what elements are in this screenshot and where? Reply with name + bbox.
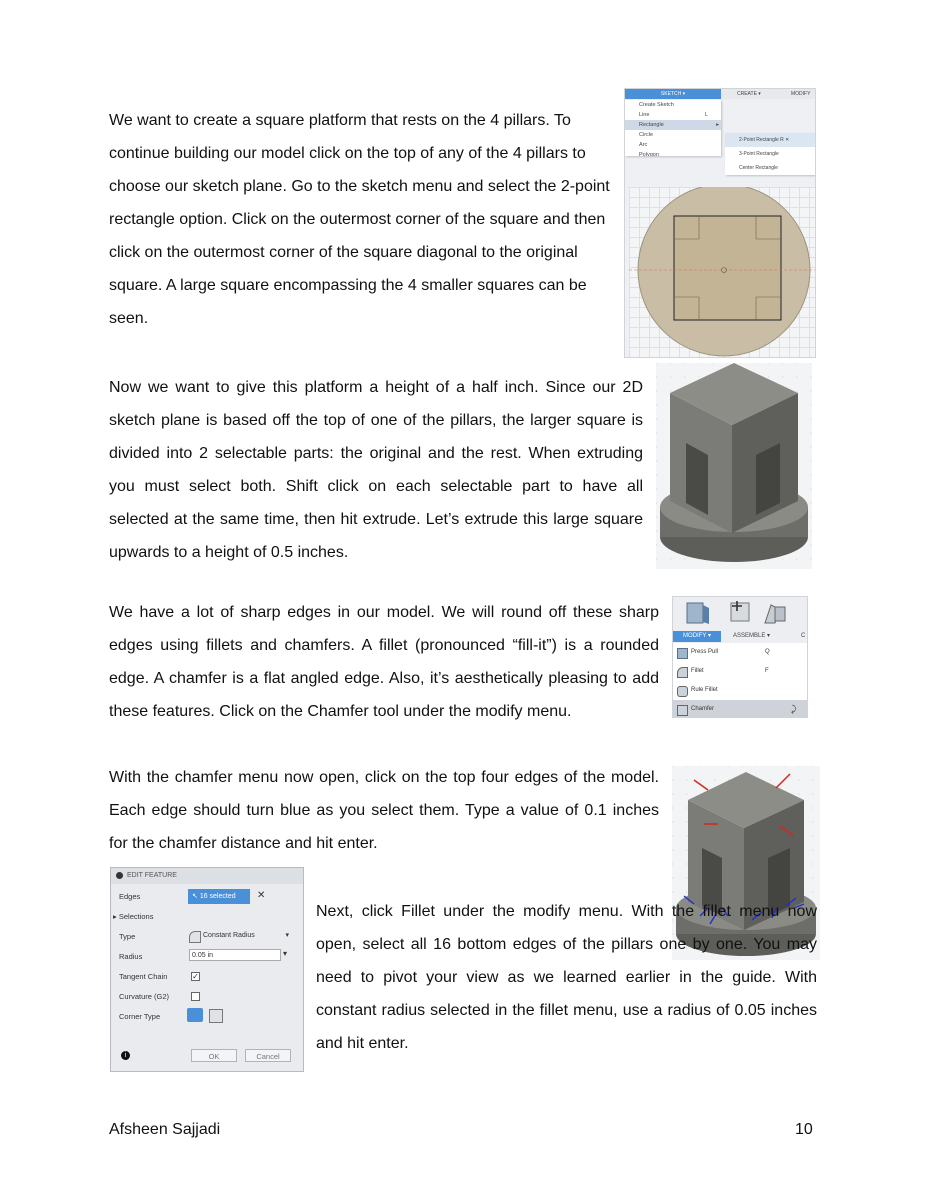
paragraph-chamfer: With the chamfer menu now open, click on the top four edges of the model. Each edge should turn blue as you select them. Type a value of 0.1 inches for the chamfer distance and hit enter. [109,769,659,852]
submenu-2-point-rectangle[interactable]: 2-Point Rectangle R ✕ [725,133,815,147]
menu-item-polygon[interactable]: Polygon [639,152,659,156]
panel-title: EDIT FEATURE [127,872,177,879]
modify-menu-screenshot [672,596,808,718]
sketch-tab[interactable]: SKETCH ▾ [625,89,721,99]
rectangle-submenu [725,133,815,175]
sketch-menu-screenshot [624,88,816,358]
construct-tab[interactable]: C [801,633,806,639]
type-dropdown[interactable]: Constant Radius ▾ [187,929,291,943]
curvature-label: Curvature (G2) [119,992,170,1001]
submenu-center-rectangle[interactable]: Center Rectangle [739,165,778,171]
tangent-chain-checkbox[interactable]: ✓ [192,972,199,981]
sketch-canvas[interactable] [629,187,815,357]
rule-fillet-icon [677,686,688,697]
paragraph-sketch-platform: We want to create a square platform that rests on the 4 pillars. To continue building our model click on the top of any of the 4 pillars to choose our sketch plane. Go to the sketch menu and select the 2-point rectangle option. Click on the outermost corner of the square and then click on the outermost corner of the square diagonal to the original square. A large square encompassing the 4 smaller squares can be seen. [109,112,610,327]
menu-item-press-pull[interactable]: Press Pull Q [673,643,807,662]
clear-selection-icon[interactable]: ✕ [257,890,266,901]
modify-tab[interactable]: MODIFY ▾ [673,631,721,642]
modify-tab[interactable]: MODIFY [791,91,811,97]
menu-item-arc[interactable]: Arc [639,142,648,148]
chevron-down-icon: ▾ [285,932,289,939]
tangent-chain-label: Tangent Chain [119,972,168,981]
corner-type-setback-icon[interactable] [187,1008,203,1022]
edges-label: Edges [119,892,141,901]
constant-radius-icon [189,931,201,943]
corner-type-label: Corner Type [119,1012,161,1021]
cancel-button[interactable]: Cancel [245,1049,291,1062]
edit-feature-panel [110,867,304,1072]
curvature-checkbox[interactable] [191,992,200,1001]
paragraph-fillet: Next, click Fillet under the modify menu. With the fillet menu now open, select all 16 bottom edges of the pillars one by one. You may need to pivot your view as we learned earlier in the guide. With constant radius selected in the fillet menu, use a radius of 0.05 inches and hit enter. [316,903,817,1052]
menu-item-circle[interactable]: Circle [639,132,654,138]
radius-input[interactable]: 0.05 in [189,949,281,961]
menu-item-line[interactable]: Line L [639,112,709,118]
submenu-3-point-rectangle[interactable]: 3-Point Rectangle [739,151,779,157]
menu-item-chamfer[interactable]: Chamfer ⤸ [673,700,807,718]
menu-item-create-sketch[interactable]: Create Sketch [639,102,674,108]
edges-selection-chip[interactable]: ↖ 16 selected [188,889,250,904]
press-pull-icon [677,648,688,659]
fillet-icon [677,667,688,678]
type-label: Type [119,932,136,941]
menu-item-rectangle[interactable]: Rectangle ▸ [625,120,721,130]
paragraph-fillets-chamfers: We have a lot of sharp edges in our model. We will round off these sharp edges using fillets and chamfers. A fillet (pronounced “fill-it”) is a rounded edge. A chamfer is a flat angled edge. Also, it’s aesthetically pleasing to add these features. Click on the Chamfer tool under the modify menu. [109,604,659,720]
create-tab[interactable]: CREATE ▾ [737,91,761,97]
modify-toolbar-icons [673,597,807,631]
chamfer-icon [677,705,688,716]
radius-label: Radius [119,952,143,961]
paragraph-extrude-platform: Now we want to give this platform a height of a half inch. Since our 2D sketch plane is based off the top of one of the pillars, the larger square is divided into 2 selectable parts: the original and the rest. When extruding you must select both. Shift click on each selectable part to have all selected at the same time, then hit extrude. Let’s extrude this large square upwards to a height of 0.5 inches. [109,379,643,561]
menu-item-rule-fillet[interactable]: Rule Fillet [673,681,807,700]
panel-collapse-icon[interactable] [116,872,123,879]
assemble-tab[interactable]: ASSEMBLE ▾ [733,633,771,639]
extruded-model-screenshot [656,363,812,569]
extruded-model-drawing [656,363,812,569]
selections-toggle[interactable]: ▸ Selections [113,912,154,921]
toolbar [625,89,815,99]
modify-dropdown [673,643,807,718]
ok-button[interactable]: OK [191,1049,237,1062]
radius-stepper-icon[interactable]: ▾ [283,949,288,958]
modify-menu-tabs [673,631,807,642]
cursor-icon: ⤸ [791,704,797,714]
panel-header [111,868,303,884]
corner-type-rolling-icon[interactable] [209,1009,223,1023]
sketch-drawing [629,187,815,357]
sketch-dropdown [625,100,721,156]
footer-author: Afsheen Sajjadi [109,1121,221,1138]
info-icon[interactable]: i [121,1051,130,1060]
page-number: 10 [795,1121,813,1138]
menu-item-fillet[interactable]: Fillet F [673,662,807,681]
